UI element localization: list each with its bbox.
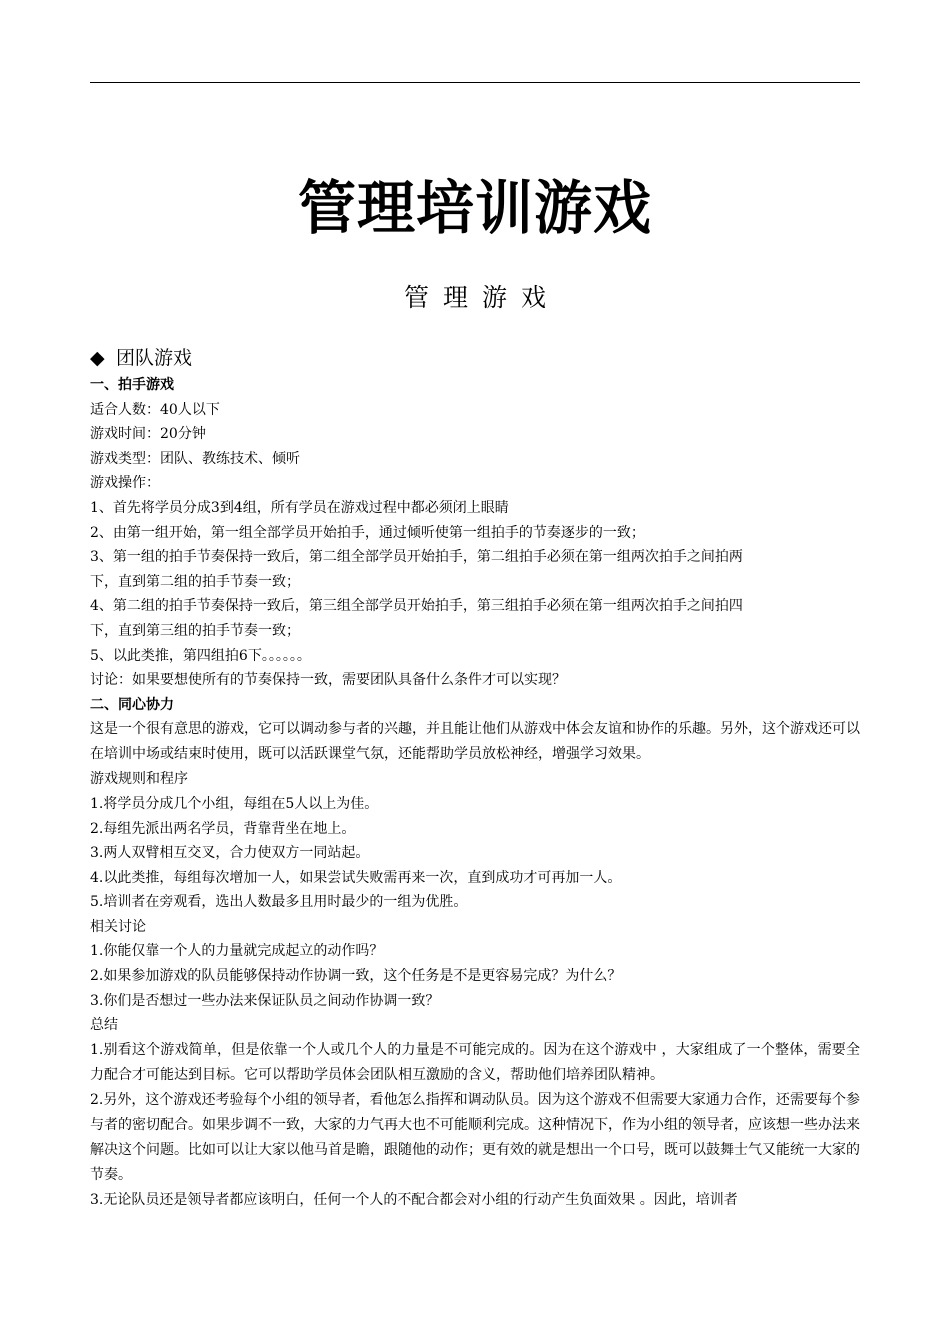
text-line: 5、以此类推，第四组拍6下。。。。。。	[90, 647, 311, 664]
text-line: 游戏类型：团队、教练技术、倾听	[90, 450, 300, 467]
text-line: 总结	[90, 1017, 118, 1034]
summary-paragraph: 1.别看这个游戏简单，但是依靠一个人或几个人的力量是不可能完成的。因为在这个游戏中 ，大家组成了一个整体，需要全力配合才可能达到目标。它可以帮助学员体会团队相互激励的含义，帮助他们培养团队精神。	[90, 1041, 860, 1083]
document-title: 管理培训游戏	[297, 174, 652, 242]
text-line: 下，直到第二组的拍手节奏一致；	[90, 573, 300, 590]
header-rule	[90, 82, 860, 83]
text-line: 2、由第一组开始，第一组全部学员开始拍手，通过倾听使第一组拍手的节奏逐步的一致；	[90, 524, 645, 541]
section-label: 团队游戏	[116, 347, 193, 369]
text-line: 2.每组先派出两名学员，背靠背坐在地上。	[90, 820, 356, 837]
text-line: 2.如果参加游戏的队员能够保持动作协调一致，这个任务是不是更容易完成？为什么？	[90, 968, 622, 985]
document-body	[90, 343, 860, 1213]
text-line: 4、第二组的拍手节奏保持一致后，第三组全部学员开始拍手，第三组拍手必须在第一组两次拍手之间拍四	[90, 598, 743, 615]
section-heading	[90, 343, 860, 373]
text-line: 3.你们是否想过一些办法来保证队员之间动作协调一致？	[90, 992, 440, 1009]
text-line: 相关讨论	[90, 918, 146, 935]
game2-heading: 二、同心协力	[90, 696, 174, 713]
text-line: 1、首先将学员分成3到4组，所有学员在游戏过程中都必须闭上眼睛	[90, 499, 509, 516]
text-line: 游戏时间：20分钟	[90, 426, 206, 443]
text-line: 3、第一组的拍手节奏保持一致后，第二组全部学员开始拍手，第二组拍手必须在第一组两次拍手之间拍两	[90, 549, 743, 566]
game1-heading: 一、拍手游戏	[90, 377, 174, 393]
text-line: 游戏规则和程序	[90, 771, 188, 788]
text-line: 1.将学员分成几个小组，每组在5人以上为佳。	[90, 795, 379, 812]
summary-paragraph: 3.无论队员还是领导者都应该明白，任何一个人的不配合都会对小组的行动产生负面效果 。因此，培训者	[90, 1191, 738, 1208]
game1-lines	[90, 398, 860, 693]
text-line: 适合人数：40人以下	[90, 401, 220, 418]
text-line: 4.以此类推，每组每次增加一人，如果尝试失败需再来一次，直到成功才可再加一人。	[90, 869, 622, 886]
game2-intro: 这是一个很有意思的游戏，它可以调动参与者的兴趣，并且能让他们从游戏中体会友谊和协作的乐趣。另外，这个游戏还可以在培训中场或结束时使用，既可以活跃课堂气氛，还能帮助学员放松神经，增强学习效果。	[90, 721, 860, 763]
text-line: 讨论：如果要想使所有的节奏保持一致，需要团队具备什么条件才可以实现？	[90, 672, 566, 689]
summary-paragraph: 2.另外，这个游戏还考验每个小组的领导者，看他怎么指挥和调动队员。因为这个游戏不但需要大家通力合作，还需要每个参与者的密切配合。如果步调不一致，大家的力气再大也不可能顺利完成。这种情况下，作为小组的领导者，应该想一些办法来解决这个问题。比如可以让大家以他马首是瞻，跟随他的动作；更有效的就是想出一个口号，既可以鼓舞士气又能统一大家的节奏。	[90, 1091, 860, 1183]
text-line: 游戏操作：	[90, 475, 160, 492]
diamond-bullet-icon: ◆	[90, 347, 105, 369]
text-line: 下，直到第三组的拍手节奏一致；	[90, 622, 300, 639]
text-line: 5.培训者在旁观看，选出人数最多且用时最少的一组为优胜。	[90, 894, 468, 911]
game2-lines	[90, 767, 860, 1038]
document-subtitle: 管理游戏	[403, 283, 560, 312]
text-line: 1.你能仅靠一个人的力量就完成起立的动作吗？	[90, 943, 384, 960]
text-line: 3.两人双臂相互交叉，合力使双方一同站起。	[90, 845, 370, 862]
